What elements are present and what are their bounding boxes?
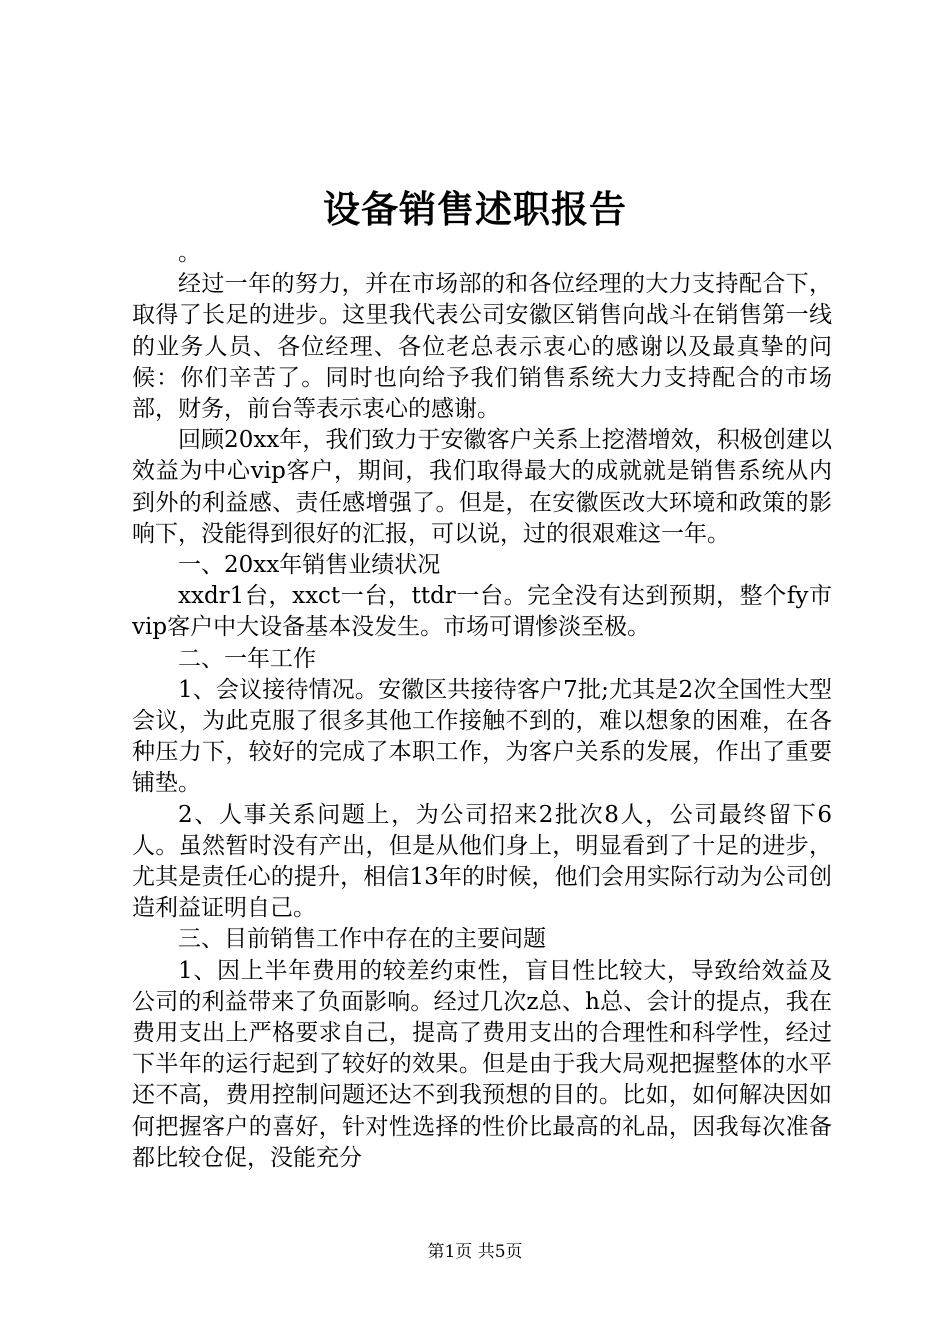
paragraph: 1、会议接待情况。安徽区共接待客户7批;尤其是2次全国性大型会议，为此克服了很多其他工作接触不到的，难以想象的困难，在各种压力下，较好的完成了本职工作，为客户关系的发展，作出了重要铺垫。 xyxy=(132,676,832,797)
section-heading: 一、20xx年销售业绩状况 xyxy=(178,552,441,579)
paragraph: 2、人事关系问题上，为公司招来2批次8人，公司最终留下6人。虽然暂时没有产出，但是从他们身上，明显看到了十足的进步，尤其是责任心的提升，相信13年的时候，他们会用实际行动为公司创造利益证明自己。 xyxy=(132,801,832,922)
paragraph: 1、因上半年费用的较差约束性，盲目性比较大，导致给效益及公司的利益带来了负面影响。经过几次z总、h总、会计的提点，我在费用支出上严格要求自己，提高了费用支出的合理性和科学性，经过下半年的运行起到了较好的效果。但是由于我大局观把握整体的水平还不高，费用控制问题还达不到我预想的目的。比如，如何解决因如何把握客户的喜好，针对性选择的性价比最高的礼品，因我每次准备都比较仓促，没能充分 xyxy=(132,957,832,1171)
page-number-footer: 第1页 共5页 xyxy=(427,1242,523,1262)
document-body xyxy=(132,238,832,1174)
section-heading: 三、目前销售工作中存在的主要问题 xyxy=(178,926,546,953)
paragraph: 经过一年的努力，并在市场部的和各位经理的大力支持配合下，取得了长足的进步。这里我代表公司安徽区销售向战斗在销售第一线的业务人员、各位经理、各位老总表示衷心的感谢以及最真挚的问候：你们辛苦了。同时也向给予我们销售系统大力支持配合的市场部，财务，前台等表示衷心的感谢。 xyxy=(132,271,832,423)
section-heading: 二、一年工作 xyxy=(178,645,316,672)
paragraph: xxdr1台，xxct一台，ttdr一台。完全没有达到预期，整个fy市vip客户中大设备基本没发生。市场可谓惨淡至极。 xyxy=(132,583,832,641)
document-title: 设备销售述职报告 xyxy=(323,187,627,231)
paragraph: 回顾20xx年，我们致力于安徽客户关系上挖潜增效，积极创建以效益为中心vip客户，期间，我们取得最大的成就就是销售系统从内到外的利益感、责任感增强了。但是，在安徽医改大环境和政策的影响下，没能得到很好的汇报，可以说，过的很艰难这一年。 xyxy=(132,427,832,547)
paragraph: 。 xyxy=(178,240,201,266)
